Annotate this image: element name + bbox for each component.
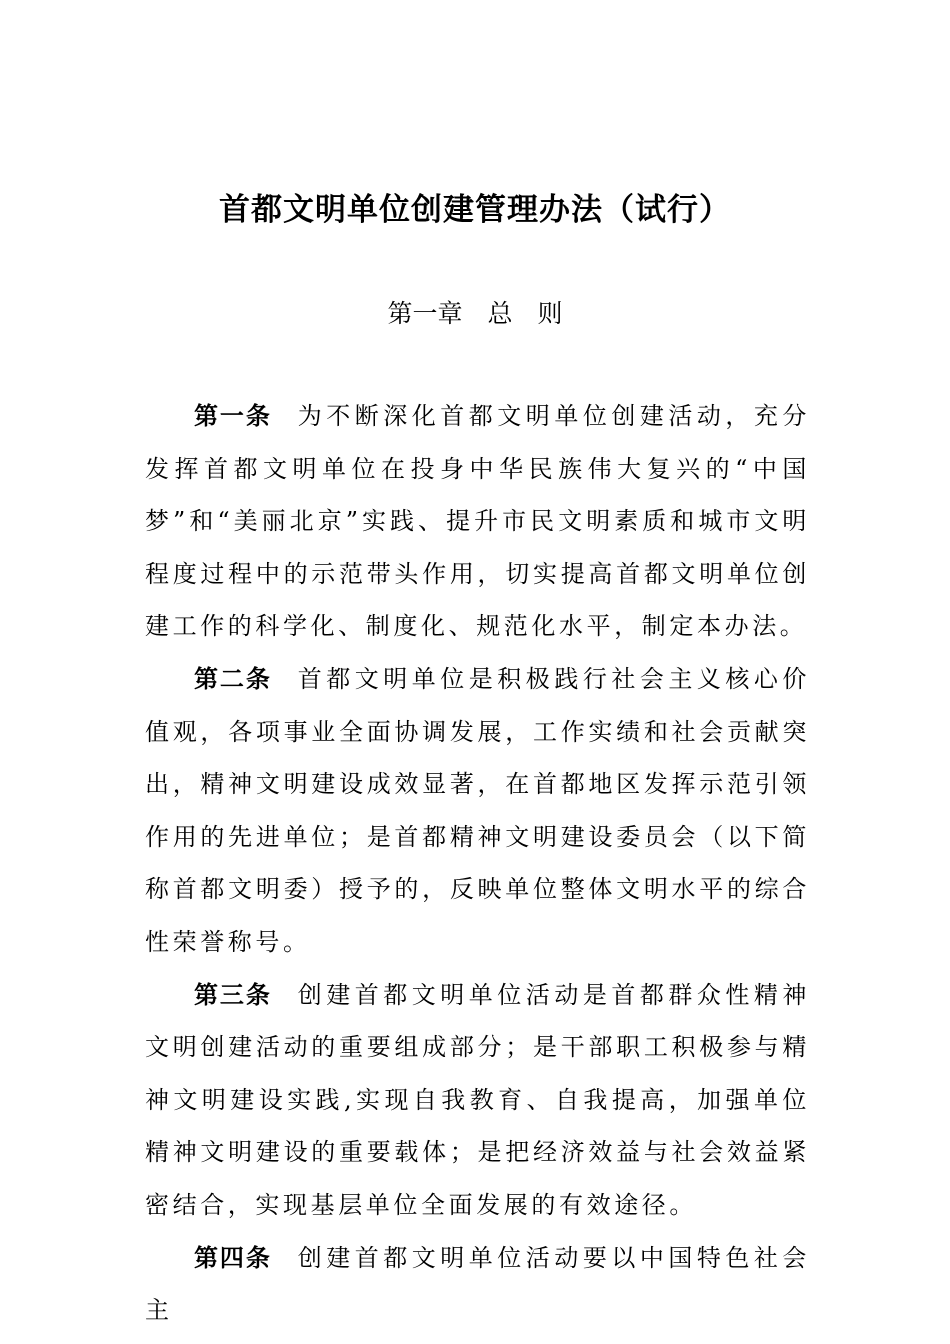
article-paragraph <box>145 653 810 969</box>
article-label: 第二条 <box>194 664 272 693</box>
article-text: 创建首都文明单位活动是首都群众性精神文明创建活动的重要组成部分；是干部职工积极参与精神文明建设实践,实现自我教育、自我提高，加强单位精神文明建设的重要载体；是把经济效益与社会效益紧密结合，实现基层单位全面发展的有效途径。 <box>145 980 810 1219</box>
document-body <box>145 390 810 1337</box>
article-text: 首都文明单位是积极践行社会主义核心价值观，各项事业全面协调发展，工作实绩和社会贡献突出，精神文明建设成效显著，在首都地区发挥示范引领作用的先进单位；是首都精神文明建设委员会（以下简称首都文明委）授予的，反映单位整体文明水平的综合性荣誉称号。 <box>145 664 810 956</box>
article-paragraph <box>145 390 810 653</box>
chapter-heading: 第一章 总 则 <box>387 299 563 328</box>
article-label: 第三条 <box>194 980 272 1009</box>
article-label: 第一条 <box>194 402 272 430</box>
article-text: 为不断深化首都文明单位创建活动，充分发挥首都文明单位在投身中华民族伟大复兴的“中国梦”和“美丽北京”实践、提升市民文明素质和城市文明程度过程中的示范带头作用，切实提高首都文明单位创建工作的科学化、制度化、规范化水平，制定本办法。 <box>145 402 810 641</box>
document-title: 首都文明单位创建管理办法（试行） <box>219 192 731 228</box>
article-paragraph <box>145 969 810 1232</box>
article-paragraph <box>145 1232 810 1337</box>
article-label: 第四条 <box>194 1243 272 1272</box>
article-text: 创建首都文明单位活动要以中国特色社会主 <box>145 1243 810 1325</box>
